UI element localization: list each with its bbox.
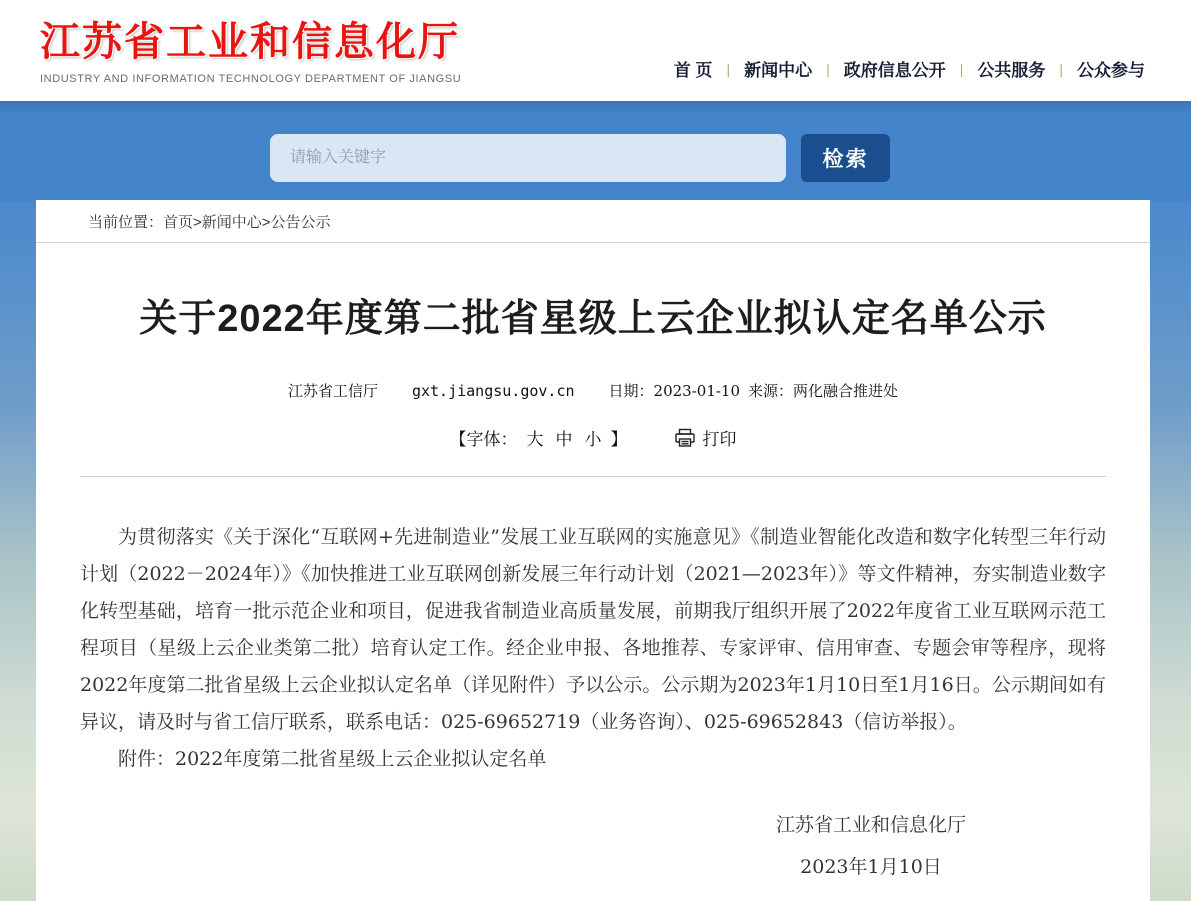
article-controls: [80, 425, 1106, 450]
nav-separator: |: [959, 60, 964, 77]
search-band: [0, 101, 1191, 201]
article-meta: [80, 380, 1106, 401]
font-size-suffix: 】: [610, 430, 628, 450]
breadcrumb-path[interactable]: 首页>新闻中心>公告公示: [163, 213, 331, 231]
search-button[interactable]: 检索: [801, 134, 890, 182]
print-label: 打印: [702, 430, 737, 450]
search-input[interactable]: [270, 134, 786, 182]
source-site[interactable]: gxt.jiangsu.gov.cn: [411, 381, 575, 400]
nav-separator: |: [726, 60, 731, 77]
nav-item-gov-info[interactable]: 政府信息公开: [843, 61, 946, 80]
publish-date: 日期：2023-01-10: [608, 382, 741, 400]
breadcrumb: [36, 200, 1150, 243]
main-nav: [660, 56, 1159, 81]
logo-title: 江苏省工业和信息化厅: [40, 20, 460, 64]
divider-rule: [80, 476, 1106, 477]
article: [36, 287, 1150, 878]
logo-subtitle: INDUSTRY AND INFORMATION TECHNOLOGY DEPARTMENT OF JIANGSU: [40, 73, 462, 85]
nav-item-public-service[interactable]: 公共服务: [977, 61, 1046, 80]
font-size-prefix: 【字体：: [449, 430, 518, 450]
printer-icon: [674, 428, 696, 448]
article-paragraph: 为贯彻落实《关于深化“互联网+先进制造业”发展工业互联网的实施意见》《制造业智能化改造和数字化转型三年行动计划（2022－2024年）》《加快推进工业互联网创新发展三年行动计划（2021—2023年）》等文件精神，夯实制造业数字化转型基础，培育一批示范企业和项目，促进我省制造业高质量发展，前期我厅组织开展了2022年度省工业互联网示范工程项目（星级上云企业类第二批）培育认定工作。经企业申报、各地推荐、专家评审、信用审查、专题会审等程序，现将2022年度第二批省星级上云企业拟认定名单（详见附件）予以公示。公示期为2023年1月10日至1月16日。公示期间如有异议，请及时与省工信厅联系，联系电话：025-69652719（业务咨询）、025-69652843（信访举报）。: [80, 526, 1106, 733]
font-size-small-button[interactable]: 小: [584, 430, 602, 450]
font-size-large-button[interactable]: 大: [526, 430, 544, 450]
content-panel: [36, 200, 1150, 901]
nav-separator: |: [826, 60, 830, 77]
site-logo[interactable]: [40, 10, 461, 85]
origin-department: 来源：两化融合推进处: [748, 382, 899, 400]
nav-item-participation[interactable]: 公众参与: [1077, 61, 1145, 80]
nav-item-home[interactable]: 首 页: [673, 61, 713, 80]
print-button[interactable]: [674, 425, 737, 450]
breadcrumb-label: 当前位置：: [88, 213, 164, 231]
signature-block: [776, 804, 966, 888]
source-name: 江苏省工信厅: [287, 382, 378, 400]
attachment-link[interactable]: 附件：2022年度第二批省星级上云企业拟认定名单: [118, 748, 547, 770]
article-title: 关于2022年度第二批省星级上云企业拟认定名单公示: [139, 298, 1047, 340]
font-size-medium-button[interactable]: 中: [555, 430, 573, 450]
nav-separator: |: [1059, 60, 1063, 77]
signature-department: 江苏省工业和信息化厅: [775, 814, 966, 836]
site-header: [0, 0, 1191, 101]
nav-item-news[interactable]: 新闻中心: [744, 61, 813, 80]
signature-date: 2023年1月10日: [800, 856, 942, 878]
